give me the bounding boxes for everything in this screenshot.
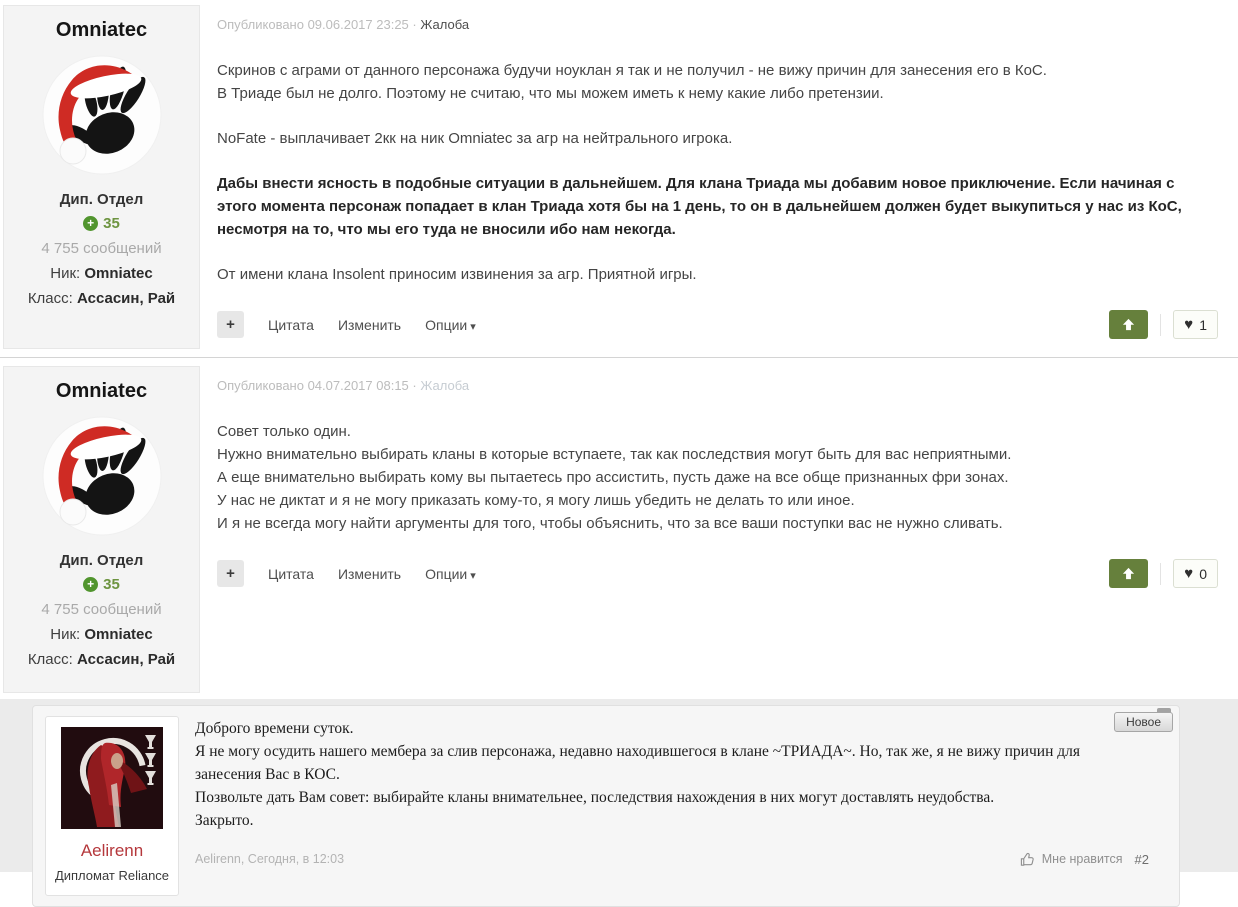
likes-count: 1	[1199, 316, 1207, 333]
messages-count: 4 755 сообщений	[41, 240, 162, 257]
class-value: Ассасин, Рай	[76, 651, 176, 668]
reputation-row	[8, 215, 195, 232]
likes-count: 0	[1199, 565, 1207, 582]
text-line: Я не могу осудить нашего мембера за слив персонажа, недавно находившегося в клане ~ТРИАДА~. Но, так же, я не вижу причин для занесения Вас в КОС.	[195, 743, 1080, 783]
avatar[interactable]	[61, 727, 163, 829]
text-line: Дабы внести ясность в подобные ситуации в дальнейшем. Для клана Триада мы добавим новое приключение. Если начиная с этого момента персонаж попадает в клан Триада хотя бы на 1 день, то он в дальнейшем должен будет выкупиться у нас из КоС, несмотря на то, что мы его туда не вносили ибо нам некогда.	[217, 175, 1182, 238]
text-line: Скринов с аграми от данного персонажа будучи ноуклан я так и не получил - не вижу причин для занесения его в КоС.	[217, 62, 1047, 79]
likes-button[interactable]	[1173, 310, 1218, 339]
post-3-content	[179, 716, 1167, 871]
legacy-post-section	[0, 699, 1238, 883]
paragraph-bold	[217, 172, 1218, 241]
like-label: Мне нравится	[1041, 852, 1123, 866]
paragraph	[217, 263, 1218, 286]
avatar[interactable]	[42, 55, 162, 175]
class-value: Ассасин, Рай	[76, 290, 176, 307]
handprint-santa-avatar-icon	[42, 416, 162, 536]
paragraph	[217, 59, 1218, 105]
class-label: Класс:	[27, 290, 73, 307]
plus-circle-icon: +	[83, 577, 98, 592]
chevron-down-icon: ▾	[470, 320, 476, 333]
text-line: От имени клана Insolent приносим извинения за агр. Приятной игры.	[217, 266, 697, 283]
text-line: Позвольте дать Вам совет: выбирайте кланы внимательнее, последствия нахождения в них могут доставлять неудобства.	[195, 789, 995, 806]
post-3	[32, 705, 1180, 907]
reputation-count: 35	[103, 576, 120, 593]
author-title: Дипломат Reliance	[54, 868, 170, 883]
new-badge[interactable]: Новое	[1114, 712, 1173, 732]
heart-icon: ♥	[1184, 316, 1194, 333]
red-haired-figure-avatar-icon	[61, 727, 163, 829]
header-dot: ·	[412, 378, 417, 393]
text-line: NoFate - выплачивает 2кк на ник Omniatec за агр на нейтрального игрока.	[217, 130, 733, 147]
text-line: А еще внимательно выбирать кому вы пытаетесь про ассистить, пусть даже на все обще признанных фри зонах.	[217, 469, 1009, 486]
post-1	[0, 0, 1238, 355]
reputation-row	[8, 576, 195, 593]
paragraph	[217, 420, 1218, 535]
class-line	[8, 651, 195, 668]
quote-button[interactable]: Цитата	[268, 565, 314, 582]
options-button[interactable]	[425, 566, 476, 582]
published-timestamp: Опубликовано 09.06.2017 23:25	[217, 17, 409, 32]
options-label: Опции	[425, 316, 468, 333]
nick-label: Ник:	[50, 626, 81, 643]
text-line: И я не всегда могу найти аргументы для того, чтобы объяснить, что за все ваши поступки вас не нужно сливать.	[217, 515, 1003, 532]
nick-line	[8, 265, 195, 282]
multiquote-button[interactable]: +	[217, 311, 244, 338]
post-header	[217, 17, 1218, 32]
plus-circle-icon: +	[83, 216, 98, 231]
upvote-button[interactable]	[1109, 559, 1148, 588]
author-group: Дип. Отдел	[59, 552, 144, 569]
text-line: Нужно внимательно выбирать кланы в которые вступаете, так как последствия могут быть для вас неприятными.	[217, 446, 1012, 463]
multiquote-button[interactable]: +	[217, 560, 244, 587]
header-dot: ·	[412, 17, 417, 32]
post-header	[217, 378, 1218, 393]
post-meta: Aelirenn, Сегодня, в 12:03	[195, 852, 345, 866]
published-timestamp: Опубликовано 04.07.2017 08:15	[217, 378, 409, 393]
nick-value: Omniatec	[84, 265, 153, 282]
reputation-count: 35	[103, 215, 120, 232]
arrow-up-icon	[1121, 566, 1136, 581]
text-line: Совет только один.	[217, 423, 351, 440]
text-line: Доброго времени суток.	[195, 720, 354, 737]
messages-count: 4 755 сообщений	[41, 601, 162, 618]
handprint-santa-avatar-icon	[42, 55, 162, 175]
thumbs-up-icon	[1020, 852, 1035, 867]
author-name[interactable]: Omniatec	[55, 380, 148, 402]
paragraph	[217, 127, 1218, 150]
nick-value: Omniatec	[84, 626, 153, 643]
class-label: Класс:	[27, 651, 73, 668]
chevron-down-icon: ▾	[470, 569, 476, 582]
text-line: У нас не диктат и я не могу приказать кому-то, я могу лишь убедить не делать то или иное.	[217, 492, 855, 509]
nick-line	[8, 626, 195, 643]
post-divider	[0, 357, 1238, 358]
like-link[interactable]	[1020, 848, 1123, 871]
options-button[interactable]	[425, 317, 476, 333]
button-separator	[1160, 314, 1161, 336]
author-name[interactable]: Aelirenn	[80, 841, 144, 860]
class-line	[8, 290, 195, 307]
button-separator	[1160, 563, 1161, 585]
author-name[interactable]: Omniatec	[55, 19, 148, 41]
text-line: Закрыто.	[195, 812, 254, 829]
post-3-footer	[195, 848, 1149, 871]
post-2-content	[200, 366, 1238, 693]
likes-button[interactable]	[1173, 559, 1218, 588]
post-3-author-pane	[45, 716, 179, 896]
author-group: Дип. Отдел	[59, 191, 144, 208]
text-line: В Триаде был не долго. Поэтому не считаю, что мы можем иметь к нему какие либо претензии.	[217, 85, 884, 102]
post-1-content	[200, 5, 1238, 349]
arrow-up-icon	[1121, 317, 1136, 332]
heart-icon: ♥	[1184, 565, 1194, 582]
edit-button[interactable]: Изменить	[337, 565, 402, 582]
post-2	[0, 361, 1238, 699]
post-1-author-pane	[3, 5, 200, 349]
post-2-author-pane	[3, 366, 200, 693]
report-link[interactable]: Жалоба	[420, 378, 470, 393]
options-label: Опции	[425, 565, 468, 582]
report-link[interactable]: Жалоба	[420, 17, 470, 32]
edit-button[interactable]: Изменить	[337, 316, 402, 333]
upvote-button[interactable]	[1109, 310, 1148, 339]
nick-label: Ник:	[50, 265, 81, 282]
avatar[interactable]	[42, 416, 162, 536]
post-number-link[interactable]: #2	[1134, 852, 1149, 867]
quote-button[interactable]: Цитата	[268, 316, 314, 333]
post-footer	[217, 310, 1218, 349]
post-footer	[217, 559, 1218, 598]
